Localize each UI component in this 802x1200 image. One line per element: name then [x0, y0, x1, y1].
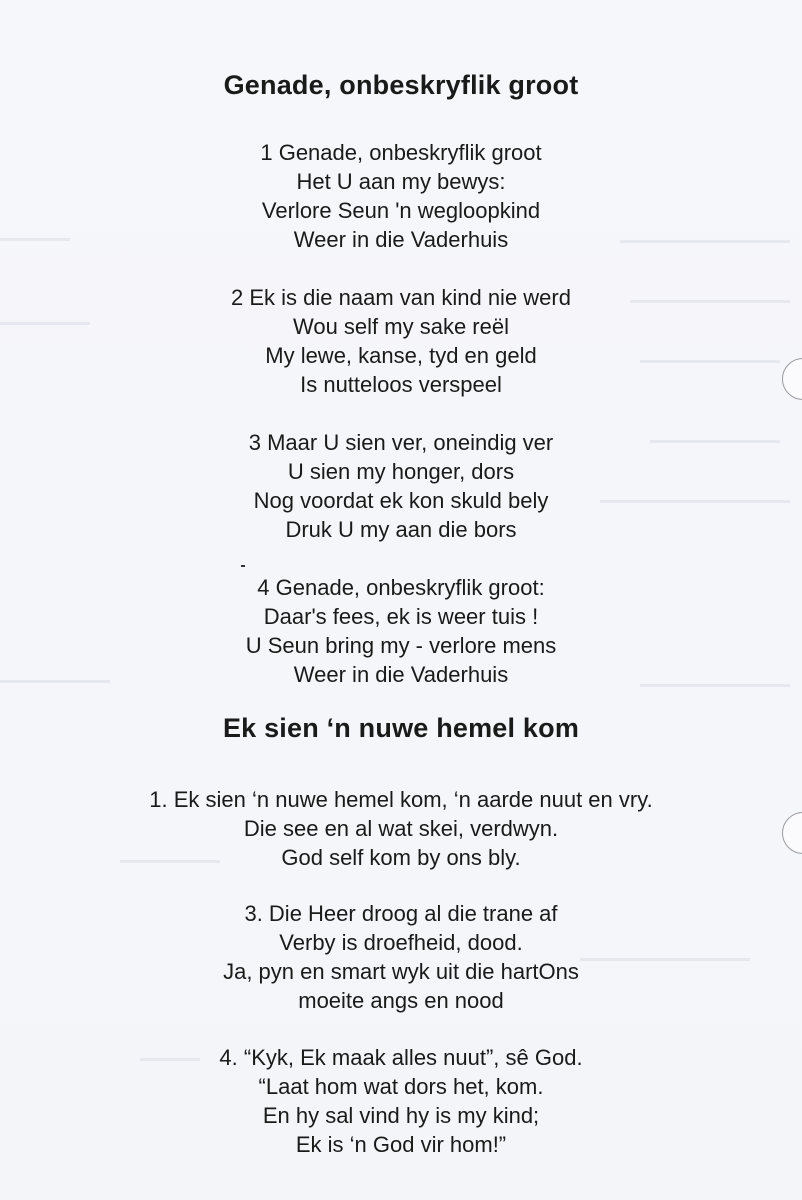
verse-line: 3 Maar U sien ver, oneindig ver	[248, 430, 554, 455]
verse-line: Het U aan my bewys:	[296, 169, 506, 194]
verse-line: Die see en al wat skei, verdwyn.	[243, 816, 559, 841]
verse-line: Nog voordat ek kon skuld bely	[253, 488, 549, 513]
verse-line: Ek is ‘n God vir hom!”	[295, 1132, 507, 1157]
verse-line: 2 Ek is die naam van kind nie werd	[231, 285, 571, 310]
verse-line: 3. Die Heer droog al die trane af	[244, 901, 558, 926]
verse-line: En hy sal vind hy is my kind;	[262, 1103, 540, 1128]
verse-line: Daar's fees, ek is weer tuis !	[263, 604, 539, 629]
verse-line: Is nutteloos verspeel	[300, 372, 502, 397]
verse	[0, 283, 802, 399]
verse-line: 4. “Kyk, Ek maak alles nuut”, sê God.	[219, 1045, 583, 1070]
verse-line: 1. Ek sien ‘n nuwe hemel kom, ‘n aarde nuut en vry.	[149, 787, 653, 812]
verse-line: Wou self my sake reël	[292, 314, 509, 339]
verse	[0, 573, 802, 689]
stray-mark	[241, 565, 245, 567]
verse-line: Druk U my aan die bors	[285, 517, 517, 542]
verse-line: Weer in die Vaderhuis	[293, 227, 509, 252]
song-title-ek-sien: Ek sien ‘n nuwe hemel kom	[222, 713, 580, 743]
verse-line: Verby is droefheid, dood.	[279, 930, 523, 955]
song-title-genade: Genade, onbeskryflik groot	[223, 70, 579, 100]
verse	[0, 1043, 802, 1159]
verse-line: 1 Genade, onbeskryflik groot	[260, 140, 542, 165]
verse-line: 4 Genade, onbeskryflik groot:	[257, 575, 545, 600]
verse	[0, 899, 802, 1015]
verse	[0, 138, 802, 254]
verse-line: U sien my honger, dors	[287, 459, 515, 484]
verse	[0, 785, 802, 872]
verse-line: Verlore Seun 'n wegloopkind	[261, 198, 541, 223]
verse-line: “Laat hom wat dors het, kom.	[258, 1074, 544, 1099]
verse-line: God self kom by ons bly.	[281, 845, 521, 870]
verse	[0, 428, 802, 544]
verse-line: U Seun bring my - verlore mens	[245, 633, 557, 658]
verse-line: Ja, pyn en smart wyk uit die hartOns	[223, 959, 579, 984]
verse-line: My lewe, kanse, tyd en geld	[265, 343, 537, 368]
verse-line: moeite angs en nood	[298, 988, 504, 1013]
verse-line: Weer in die Vaderhuis	[293, 662, 509, 687]
